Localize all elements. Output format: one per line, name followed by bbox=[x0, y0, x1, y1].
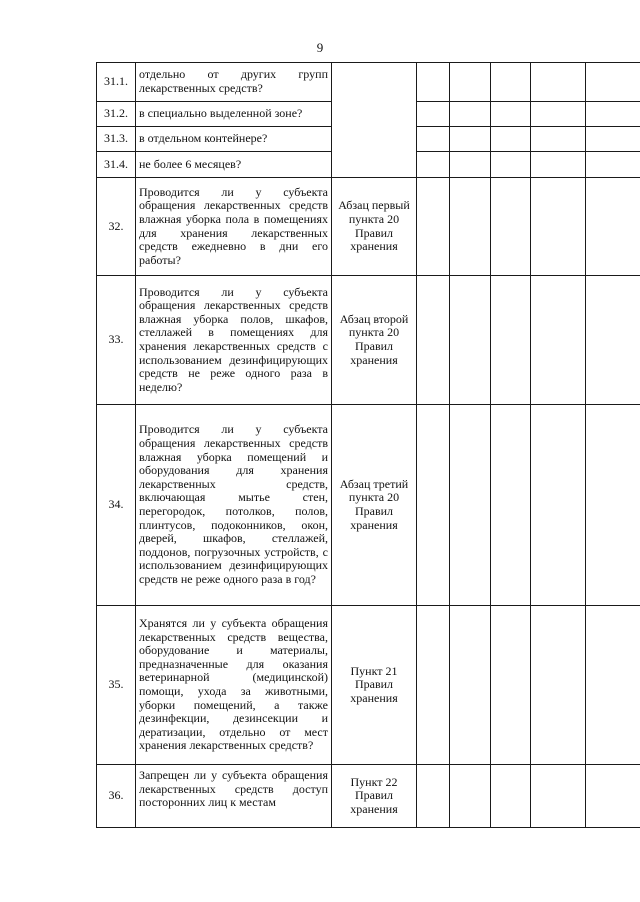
note-cell[interactable] bbox=[586, 405, 640, 606]
answer-na-cell[interactable] bbox=[491, 276, 531, 405]
answer-yes-cell[interactable] bbox=[417, 127, 450, 152]
evidence-cell[interactable] bbox=[531, 127, 586, 152]
page-number: 9 bbox=[316, 40, 324, 55]
table-row bbox=[97, 405, 640, 606]
evidence-cell[interactable] bbox=[531, 405, 586, 606]
answer-na-cell[interactable] bbox=[491, 127, 531, 152]
reference-cell: Пункт 21 Правил хранения bbox=[332, 606, 417, 765]
answer-yes-cell[interactable] bbox=[417, 405, 450, 606]
evidence-cell[interactable] bbox=[531, 276, 586, 405]
answer-no-cell[interactable] bbox=[450, 405, 491, 606]
reference-cell: Абзац третий пункта 20 Правил хранения bbox=[332, 405, 417, 606]
row-number: 35. bbox=[97, 606, 136, 765]
row-number: 36. bbox=[97, 765, 136, 828]
answer-na-cell[interactable] bbox=[491, 405, 531, 606]
evidence-cell[interactable] bbox=[531, 102, 586, 127]
answer-no-cell[interactable] bbox=[450, 276, 491, 405]
note-cell[interactable] bbox=[586, 152, 640, 178]
question-cell: отдельно от других групп лекарственных средств? bbox=[136, 63, 332, 102]
question-cell: Проводится ли у субъекта обращения лекарственных средств влажная уборка полов, шкафов, стеллажей в помещениях для хранения лекарственных средств с использованием дезинфицирующих средств не реже одного раза в неделю? bbox=[136, 276, 332, 405]
note-cell[interactable] bbox=[586, 63, 640, 102]
row-number: 34. bbox=[97, 405, 136, 606]
answer-na-cell[interactable] bbox=[491, 152, 531, 178]
note-cell[interactable] bbox=[586, 102, 640, 127]
question-cell: Проводится ли у субъекта обращения лекарственных средств влажная уборка помещений и оборудования для хранения лекарственных средств, включающая мытье стен, перегородок, потолков, полов, плинтусов, подоконников, окон, дверей, шкафов, стеллажей, поддонов, погрузочных устройств, с использованием дезинфицирующих средств не реже одного раза в год? bbox=[136, 405, 332, 606]
table-row bbox=[97, 178, 640, 276]
answer-yes-cell[interactable] bbox=[417, 276, 450, 405]
answer-no-cell[interactable] bbox=[450, 178, 491, 276]
question-cell: Хранятся ли у субъекта обращения лекарственных средств вещества, оборудование и материалы, предназначенные для оказания ветеринарной (медицинской) помощи, ухода за животными, уборки помещений, а также дезинфекции, дезинсекции и дератизации, отдельно от мест хранения лекарственных средств? bbox=[136, 606, 332, 765]
reference-cell: Пункт 22 Правил хранения bbox=[332, 765, 417, 828]
answer-na-cell[interactable] bbox=[491, 178, 531, 276]
reference-cell: Абзац первый пункта 20 Правил хранения bbox=[332, 178, 417, 276]
evidence-cell[interactable] bbox=[531, 765, 586, 828]
question-cell: Запрещен ли у субъекта обращения лекарственных средств доступ посторонних лиц к местам bbox=[136, 765, 332, 828]
evidence-cell[interactable] bbox=[531, 152, 586, 178]
question-cell: Проводится ли у субъекта обращения лекарственных средств влажная уборка пола в помещениях для хранения лекарственных средств ежедневно в дни его работы? bbox=[136, 178, 332, 276]
note-cell[interactable] bbox=[586, 765, 640, 828]
table-row bbox=[97, 606, 640, 765]
checklist-table bbox=[96, 62, 640, 828]
row-number: 33. bbox=[97, 276, 136, 405]
evidence-cell[interactable] bbox=[531, 606, 586, 765]
answer-yes-cell[interactable] bbox=[417, 63, 450, 102]
answer-no-cell[interactable] bbox=[450, 63, 491, 102]
evidence-cell[interactable] bbox=[531, 178, 586, 276]
answer-no-cell[interactable] bbox=[450, 127, 491, 152]
answer-na-cell[interactable] bbox=[491, 63, 531, 102]
question-cell: не более 6 месяцев? bbox=[136, 152, 332, 178]
answer-no-cell[interactable] bbox=[450, 606, 491, 765]
reference-cell bbox=[332, 63, 417, 178]
answer-yes-cell[interactable] bbox=[417, 765, 450, 828]
note-cell[interactable] bbox=[586, 606, 640, 765]
question-cell: в специально выделенной зоне? bbox=[136, 102, 332, 127]
answer-yes-cell[interactable] bbox=[417, 152, 450, 178]
answer-no-cell[interactable] bbox=[450, 152, 491, 178]
answer-no-cell[interactable] bbox=[450, 102, 491, 127]
answer-na-cell[interactable] bbox=[491, 606, 531, 765]
row-number: 31.4. bbox=[97, 152, 136, 178]
table-row bbox=[97, 765, 640, 828]
row-number: 32. bbox=[97, 178, 136, 276]
answer-na-cell[interactable] bbox=[491, 102, 531, 127]
answer-yes-cell[interactable] bbox=[417, 178, 450, 276]
answer-na-cell[interactable] bbox=[491, 765, 531, 828]
note-cell[interactable] bbox=[586, 127, 640, 152]
note-cell[interactable] bbox=[586, 276, 640, 405]
row-number: 31.1. bbox=[97, 63, 136, 102]
row-number: 31.2. bbox=[97, 102, 136, 127]
table-row bbox=[97, 276, 640, 405]
answer-no-cell[interactable] bbox=[450, 765, 491, 828]
table-row bbox=[97, 63, 640, 102]
evidence-cell[interactable] bbox=[531, 63, 586, 102]
note-cell[interactable] bbox=[586, 178, 640, 276]
question-cell: в отдельном контейнере? bbox=[136, 127, 332, 152]
reference-cell: Абзац второй пункта 20 Правил хранения bbox=[332, 276, 417, 405]
answer-yes-cell[interactable] bbox=[417, 102, 450, 127]
row-number: 31.3. bbox=[97, 127, 136, 152]
answer-yes-cell[interactable] bbox=[417, 606, 450, 765]
